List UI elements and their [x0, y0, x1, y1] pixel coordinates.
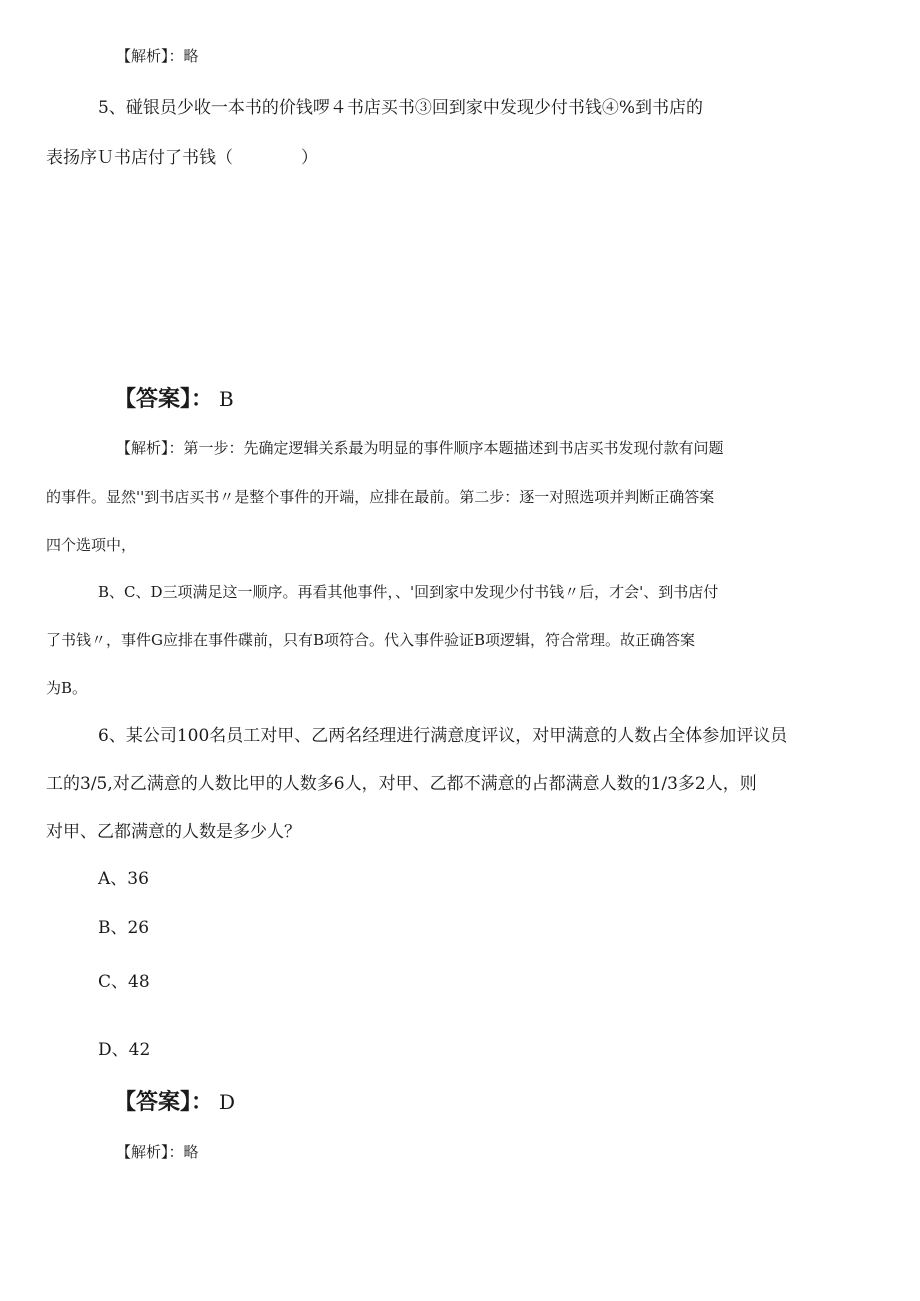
- question-6-line-3: 对甲、乙都满意的人数是多少人？: [46, 822, 301, 842]
- answer-6: [114, 1087, 235, 1118]
- analysis-6: 【解析】：略: [116, 1143, 199, 1161]
- option-d: D、42: [98, 1040, 151, 1060]
- option-b: B、26: [98, 918, 150, 938]
- analysis-5-line-1: 【解析】：第一步：先确定逻辑关系最为明显的事件顺序本题描述到书店买书发现付款有问题: [116, 439, 724, 457]
- answer-separator: ：: [191, 387, 214, 412]
- analysis-5-line-3: 四个选项中，: [46, 536, 137, 554]
- answer-5: [114, 384, 234, 415]
- prev-analysis: 【解析】：略: [116, 47, 199, 65]
- answer-value: B: [219, 387, 234, 411]
- analysis-5-line-6: 为B。: [46, 679, 88, 697]
- answer-label: 【答案】: [114, 387, 192, 412]
- question-6-line-1: 6、某公司100名员工对甲、乙两名经理进行满意度评议，对甲满意的人数占全体参加评议员: [98, 726, 788, 746]
- option-c: C、48: [98, 972, 150, 992]
- answer-separator: ：: [191, 1090, 214, 1115]
- analysis-5-line-4: B、C、D三项满足这一顺序。再看其他事件，、'回到家中发现少付书钱〃后，才会'、到书店付: [98, 583, 719, 601]
- answer-label: 【答案】: [114, 1090, 192, 1115]
- question-5-line-1: 5、碰银员少收一本书的价钱啰４书店买书③回到家中发现少付书钱④%到书店的: [98, 98, 703, 118]
- analysis-5-line-2: 的事件。显然''到书店买书〃是整个事件的开端，应排在最前。第二步：逐一对照选项并判断正确答案: [46, 488, 715, 506]
- analysis-5-line-5: 了书钱〃，事件G应排在事件碟前，只有B项符合。代入事件验证B项逻辑，符合常理。故正确答案: [46, 631, 696, 649]
- question-5-line-2: 表扬序Ｕ书店付了书钱（ ）: [46, 148, 318, 168]
- option-a: A、36: [98, 869, 149, 889]
- question-6-line-2: 工的3/5,对乙满意的人数比甲的人数多6人，对甲、乙都不满意的占都满意人数的1/3多2人，则: [46, 774, 757, 794]
- answer-value: D: [219, 1090, 236, 1114]
